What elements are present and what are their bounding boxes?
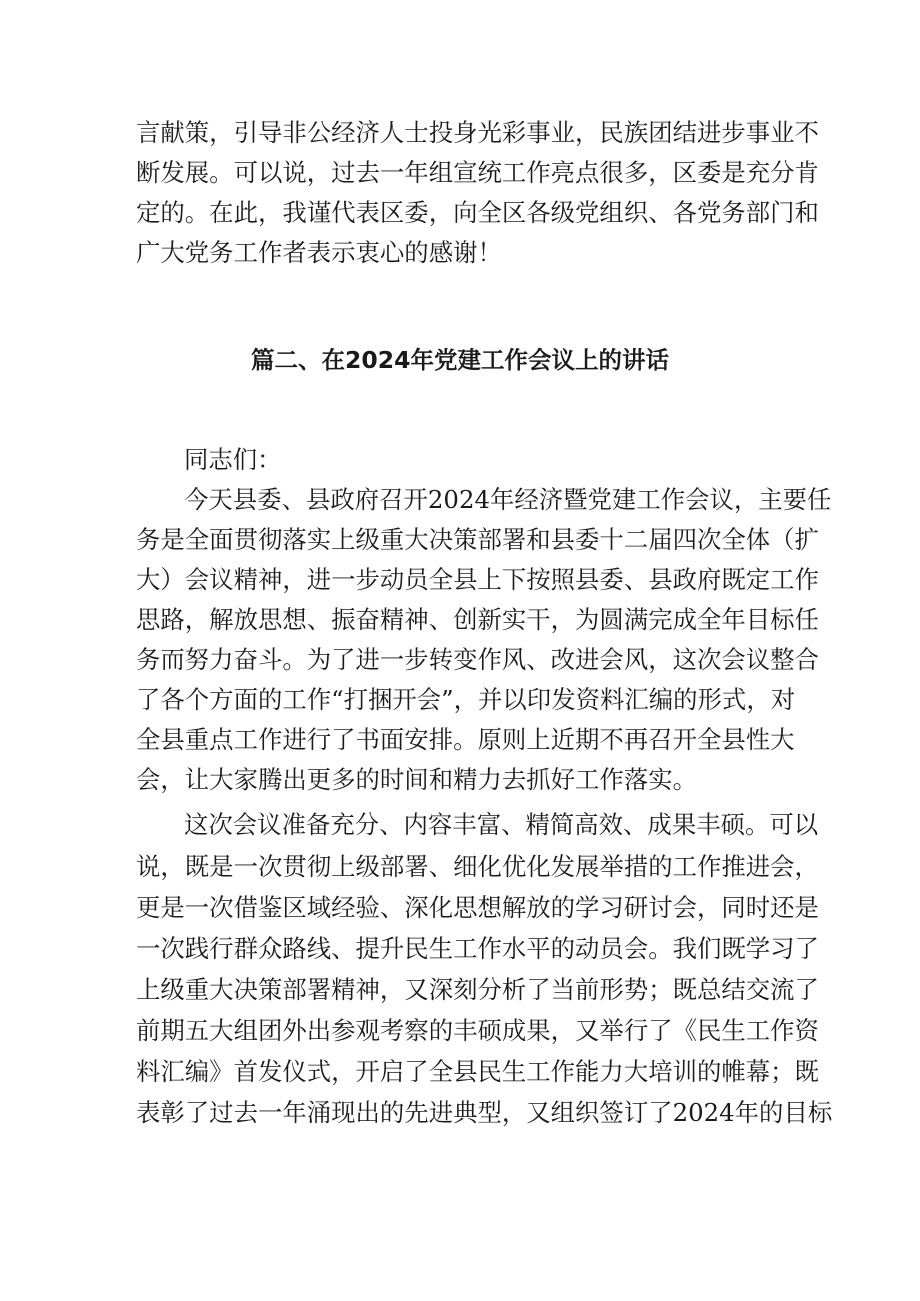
text-line: 更是一次借鉴区域经验、深化思想解放的学习研讨会，同时还是 bbox=[136, 893, 819, 922]
text-line: 了各个方面的工作“打捆开会”，并以印发资料汇编的形式，对 bbox=[136, 685, 796, 714]
text-line: 言献策，引导非公经济人士投身光彩事业，民族团结进步事业不 bbox=[136, 118, 819, 147]
text-line: 一次践行群众路线、提升民生工作水平的动员会。我们既学习了 bbox=[136, 934, 819, 963]
text-line: 广大党务工作者表示衷心的感谢！ bbox=[136, 238, 502, 267]
text-line: 全县重点工作进行了书面安排。原则上近期不再召开全县性大 bbox=[136, 725, 795, 754]
text-line: 说，既是一次贯彻上级部署、细化优化发展举措的工作推进会， bbox=[136, 852, 819, 881]
text-line: 会，让大家腾出更多的时间和精力去抓好工作落实。 bbox=[136, 765, 697, 794]
text-line: 前期五大组团外出参观考察的丰硕成果，又举行了《民生工作资 bbox=[136, 1016, 819, 1045]
salutation: 同志们： bbox=[184, 445, 282, 474]
text-line: 料汇编》首发仪式，开启了全县民生工作能力大培训的帷幕；既 bbox=[136, 1057, 819, 1086]
section-title: 篇二、在2024年党建工作会议上的讲话 bbox=[251, 346, 669, 374]
text-line: 这次会议准备充分、内容丰富、精简高效、成果丰硕。可以 bbox=[184, 810, 819, 839]
text-line: 大）会议精神，进一步动员全县上下按照县委、县政府既定工作 bbox=[136, 565, 819, 594]
text-line: 务而努力奋斗。为了进一步转变作风、改进会风，这次会议整合 bbox=[136, 645, 819, 674]
text-line: 表彰了过去一年涌现出的先进典型，又组织签订了2024年的目标 bbox=[136, 1098, 833, 1127]
text-line: 务是全面贯彻落实上级重大决策部署和县委十二届四次全体（扩 bbox=[136, 525, 819, 554]
text-line: 上级重大决策部署精神，又深刻分析了当前形势；既总结交流了 bbox=[136, 975, 819, 1004]
text-line: 定的。在此，我谨代表区委，向全区各级党组织、各党务部门和 bbox=[136, 198, 819, 227]
text-line: 断发展。可以说，过去一年组宣统工作亮点很多，区委是充分肯 bbox=[136, 158, 819, 187]
text-line: 今天县委、县政府召开2024年经济暨党建工作会议，主要任 bbox=[184, 485, 832, 514]
text-line: 思路，解放思想、振奋精神、创新实干，为圆满完成全年目标任 bbox=[136, 605, 819, 634]
